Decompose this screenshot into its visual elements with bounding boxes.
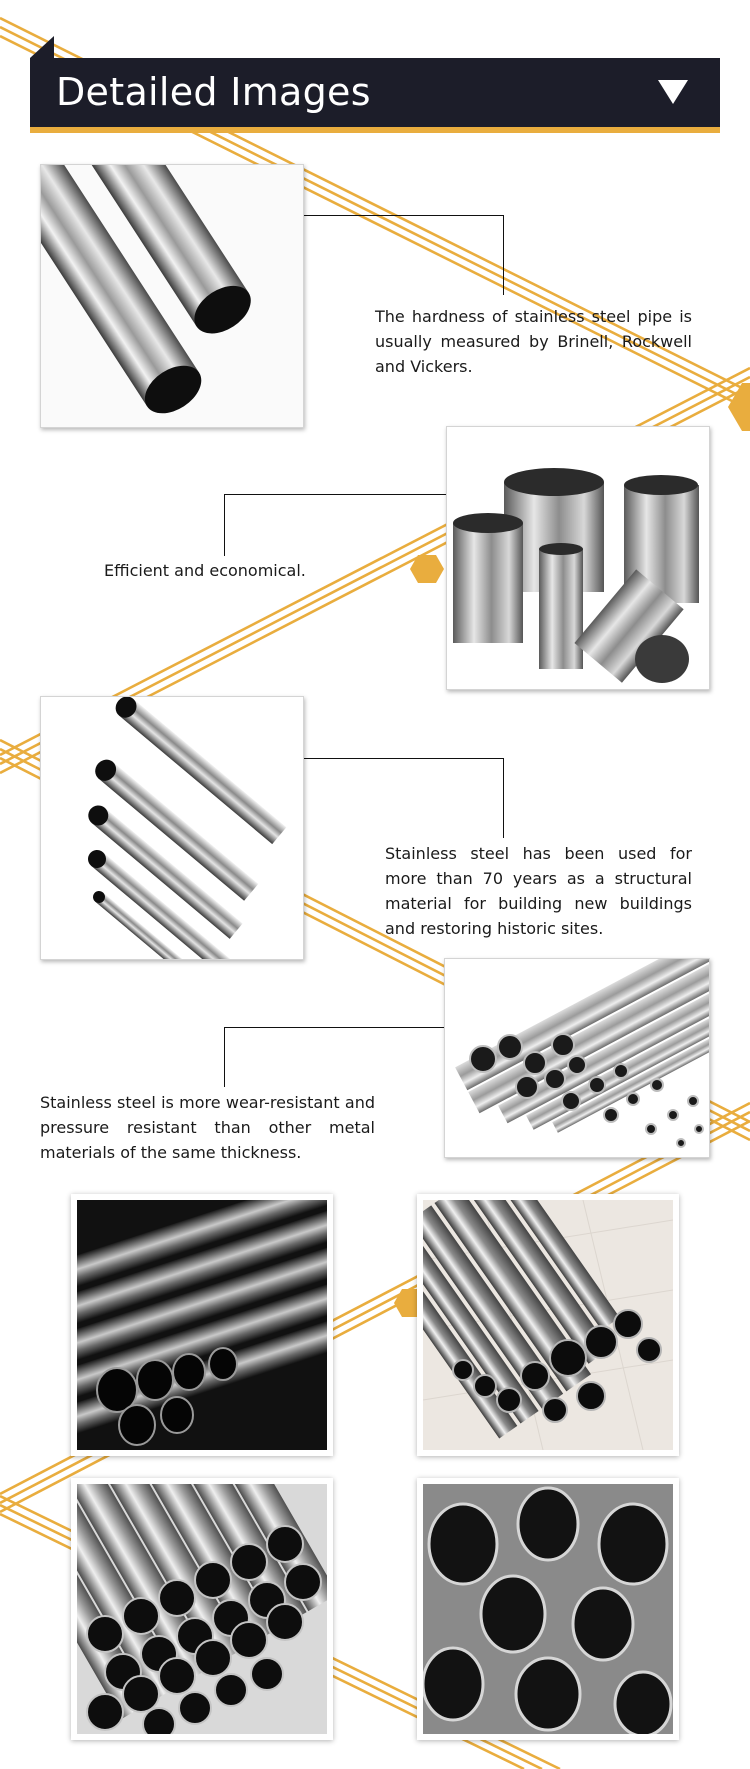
connector-line	[302, 758, 504, 759]
detail-caption-2: Efficient and economical.	[104, 561, 306, 580]
detail-caption-1: The hardness of stainless steel pipe is usually measured by Brinell, Rockwell and Vickers.	[375, 307, 692, 376]
header-accent-bar	[30, 127, 720, 133]
gallery-photo-1	[71, 1194, 333, 1456]
connector-line	[503, 758, 504, 838]
detail-caption-3: Stainless steel has been used for more than 70 years as a structural material for building new buildings and restoring historic sites.	[385, 844, 692, 938]
standing-tube-cutouts-image	[447, 427, 709, 689]
section-title: Detailed Images	[56, 70, 371, 114]
detail-image-4	[444, 958, 710, 1158]
connector-line	[224, 1027, 225, 1087]
detail-image-1	[40, 164, 304, 428]
gallery-photo-3	[71, 1478, 333, 1740]
dark-tubes-photo	[77, 1200, 327, 1450]
gallery-photo-4	[417, 1478, 679, 1740]
pipe-stack-image	[445, 959, 709, 1157]
detail-caption-4: Stainless steel is more wear-resistant and pressure resistant than other metal materials of the same thickness.	[40, 1093, 375, 1162]
pipe-bundle-photo	[77, 1484, 327, 1734]
tubes-on-tile-photo	[423, 1200, 673, 1450]
triangle-down-icon[interactable]	[658, 80, 688, 104]
connector-line	[302, 215, 504, 216]
two-polished-tubes-image	[41, 165, 303, 427]
connector-line	[503, 215, 504, 295]
detail-image-2	[446, 426, 710, 690]
connector-line	[224, 1027, 444, 1028]
connector-line	[224, 494, 225, 556]
header-corner-tab	[30, 36, 54, 58]
large-pipe-ends-photo	[423, 1484, 673, 1734]
gallery-photo-2	[417, 1194, 679, 1456]
diagonal-tube-row-image	[41, 697, 303, 959]
detail-image-3	[40, 696, 304, 960]
section-header	[30, 58, 720, 127]
